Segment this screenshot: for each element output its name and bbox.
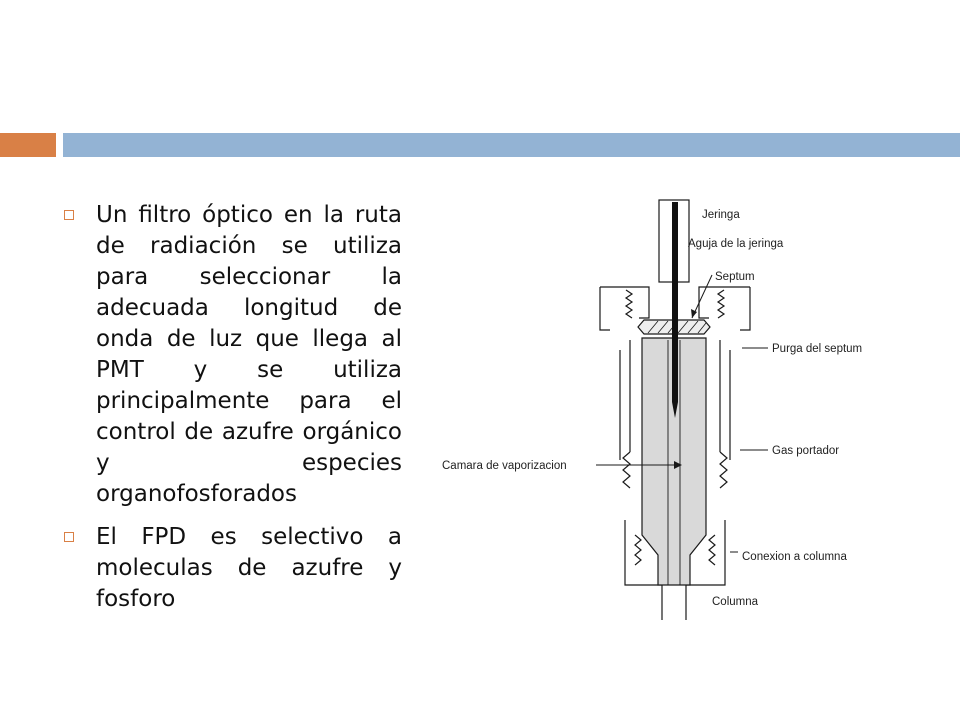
injector-diagram: [430, 190, 900, 630]
label-septum-purge: Purga del septum: [772, 343, 863, 355]
label-carrier-gas: Gas portador: [772, 445, 840, 457]
label-syringe: Jeringa: [702, 209, 740, 221]
label-septum: Septum: [715, 271, 755, 283]
bullet-item-optical-filter: [62, 200, 402, 510]
label-vaporization-chamber: Camara de vaporizacion: [442, 460, 567, 472]
header-band-blue: [63, 133, 960, 157]
bullet-text: Un filtro óptico en la ruta de radiación se utiliza para seleccionar la adecuada longitud de onda de luz que llega al PMT y se utiliza principalmente para el control de azufre orgánico y especies organofosforados: [96, 202, 402, 507]
syringe-needle: [672, 202, 678, 402]
label-column-connection: Conexion a columna: [742, 551, 847, 563]
label-column: Columna: [712, 596, 759, 608]
label-needle: Aguja de la jeringa: [688, 238, 784, 250]
bullet-list: [62, 200, 402, 627]
bullet-item-fpd-selectivity: [62, 522, 402, 615]
bullet-text: El FPD es selectivo a moleculas de azufre y fosforo: [96, 524, 402, 612]
square-bullet-icon: [64, 532, 74, 542]
square-bullet-icon: [64, 210, 74, 220]
accent-bar-orange: [0, 133, 56, 157]
